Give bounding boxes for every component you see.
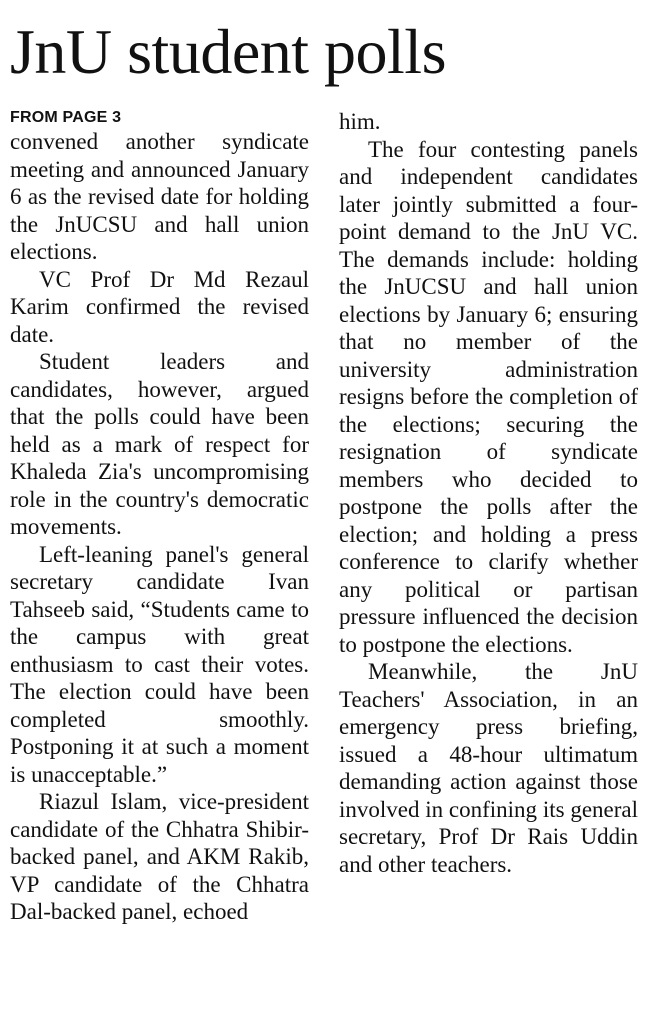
- paragraph-3: Student leaders and candidates, however, argued that the polls could have been held as a mark of respect for Khaleda Zia's uncompromising role in the country's democratic movements.: [10, 349, 309, 539]
- paragraph-2: VC Prof Dr Md Rezaul Karim confirmed the revised date.: [10, 266, 309, 347]
- headline: JnU student polls: [10, 16, 446, 87]
- column-right: [339, 108, 638, 878]
- paragraph-5: Riazul Islam, vice-president candidate of the Chhatra Shibir-backed panel, and AKM Rakib, VP candidate of the Chhatra Dal-backed panel, echoed: [10, 789, 309, 924]
- paragraph-5-continued: him.: [339, 109, 381, 134]
- column-left: [10, 108, 309, 926]
- paragraph-6: The four contesting panels and independent candidates later jointly submitted a four-point demand to the JnU VC. The demands include: holding the JnUCSU and hall union elections by January 6; ensuring that no member of the university administration resigns before the completion of the elections; securing the resignation of syndicate members who decided to postpone the polls after the election; and holding a press conference to clarify whether any political or partisan pressure influenced the decision to postpone the elections.: [339, 136, 638, 657]
- paragraph-7: Meanwhile, the JnU Teachers' Association, in an emergency press briefing, issued a 48-hour ultimatum demanding action against those involved in confining its general secretary, Prof Dr Rais Uddin and other teachers.: [339, 659, 638, 877]
- paragraph-1: convened another syndicate meeting and announced January 6 as the revised date for holding the JnUCSU and hall union elections.: [10, 129, 309, 264]
- paragraph-4: Left-leaning panel's general secretary candidate Ivan Tahseeb said, “Students came to the campus with great enthusiasm to cast their votes. The election could have been completed smoothly. Postponing it at such a moment is unacceptable.”: [10, 541, 309, 787]
- continued-from-label: FROM PAGE 3: [10, 109, 122, 126]
